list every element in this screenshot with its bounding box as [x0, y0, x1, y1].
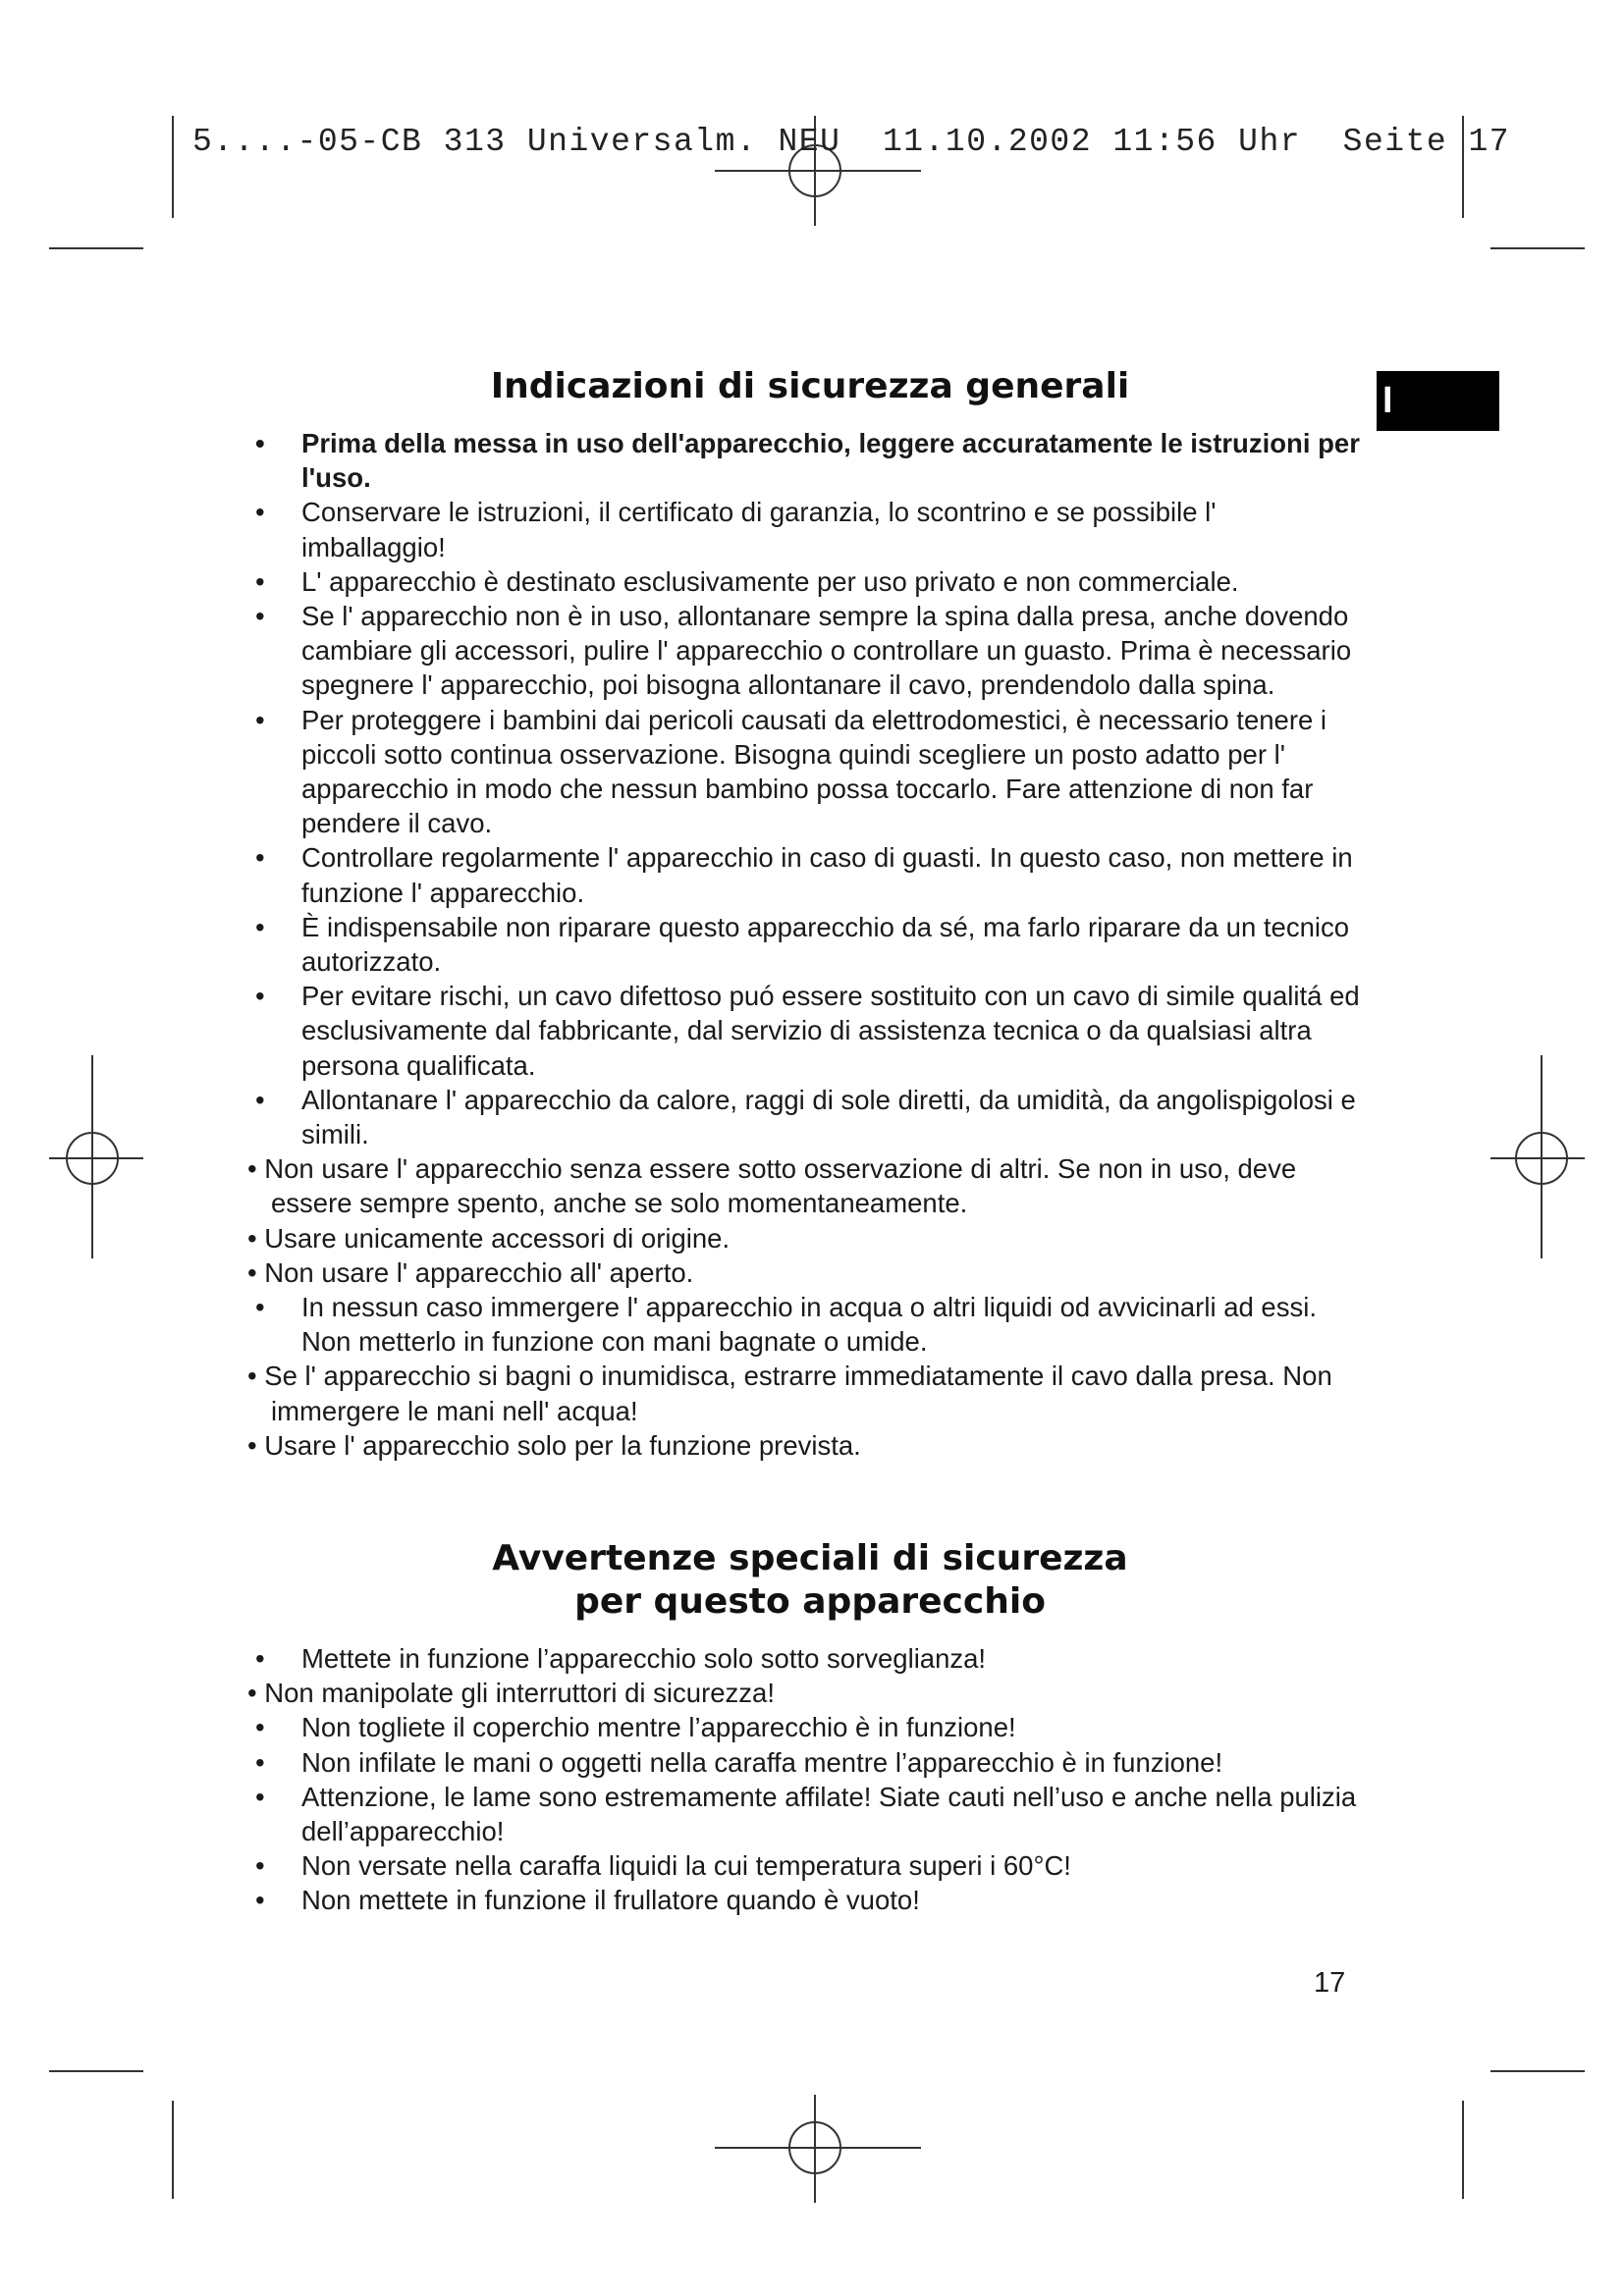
list-item: • Attenzione, le lame sono estremamente affilate! Siate cauti nell’uso e anche nella pulizia dell’apparecchio!: [255, 1781, 1357, 1847]
list-item: • Se l' apparecchio non è in uso, allontanare sempre la spina dalla presa, anche dovendo cambiare gli accessori, pulire l' apparecchio o controllare un guasto. Prima è necessario spegnere l' apparecchio, poi bisogna allontanare il cavo, prendendolo dalla spina.: [255, 601, 1352, 701]
list-item: • Conservare le istruzioni, il certificato di garanzia, lo scontrino e se possibile l' imballaggio!: [255, 497, 1217, 562]
section-title-line: Avvertenze speciali di sicurezza: [492, 1538, 1128, 1578]
list-item: • Mettete in funzione l’apparecchio solo sotto sorveglianza!: [255, 1643, 987, 1674]
special-safety-list: [247, 1641, 1367, 1918]
list-item: • Non mettete in funzione il frullatore quando è vuoto!: [255, 1885, 920, 1916]
section-title-general-safety: Indicazioni di sicurezza generali: [490, 366, 1130, 406]
list-item: • Non usare l' apparecchio all' aperto.: [247, 1256, 694, 1288]
list-item: • Controllare regolarmente l' apparecchio in caso di guasti. In questo caso, non mettere in funzione l' apparecchio.: [255, 842, 1353, 908]
list-item: • È indispensabile non riparare questo apparecchio da sé, ma farlo riparare da un tecnico autorizzato.: [255, 911, 1350, 978]
list-item: • In nessun caso immergere l' apparecchio in acqua o altri liquidi od avvicinarli ad essi. Non metterlo in funzione con mani bagnate o umide.: [255, 1292, 1317, 1358]
list-item: • Se l' apparecchio si bagni o inumidisca, estrarre immediatamente il cavo dalla presa. Non immergere le mani nell' acqua!: [247, 1361, 1332, 1426]
list-item: • Usare unicamente accessori di origine.: [247, 1222, 731, 1254]
print-slug-line: 5....-05-CB 313 Universalm. NEU 11.10.2002 11:56 Uhr Seite 17: [192, 124, 1511, 160]
page-number: 17: [1314, 1967, 1346, 1999]
list-item: • Non manipolate gli interruttori di sicurezza!: [247, 1678, 775, 1709]
list-item: • Usare l' apparecchio solo per la funzione prevista.: [247, 1429, 861, 1461]
section-title-special-safety: [255, 1537, 1365, 1624]
section-title-line: per questo apparecchio: [574, 1581, 1046, 1622]
list-item: • L' apparecchio è destinato esclusivamente per uso privato e non commerciale.: [255, 565, 1239, 597]
language-tab: I: [1377, 371, 1499, 431]
list-item: • Non versate nella caraffa liquidi la cui temperatura superi i 60°C!: [255, 1850, 1071, 1882]
list-item: • Prima della messa in uso dell'apparecchio, leggere accuratamente le istruzioni per l'uso.: [255, 428, 1360, 494]
list-item: • Non usare l' apparecchio senza essere sotto osservazione di altri. Se non in uso, deve essere sempre spento, anche se solo momentaneamente.: [247, 1153, 1297, 1219]
list-item: • Non togliete il coperchio mentre l’apparecchio è in funzione!: [255, 1712, 1016, 1743]
list-item: • Per proteggere i bambini dai pericoli causati da elettrodomestici, è necessario tenere i piccoli sotto continua osservazione. Bisogna quindi scegliere un posto adatto per l' apparecchio in modo che nessun bambino possa toccarlo. Fare attenzione di non far pendere il cavo.: [255, 704, 1327, 839]
list-item: • Allontanare l' apparecchio da calore, raggi di sole diretti, da umidità, da angolispigolosi e simili.: [255, 1084, 1356, 1150]
list-item: • Per evitare rischi, un cavo difettoso puó essere sostituito con un cavo di simile qualitá ed esclusivamente dal fabbricante, dal servizio di assistenza tecnica o da qualsiasi altra persona qualificata.: [255, 981, 1360, 1081]
list-item: • Non infilate le mani o oggetti nella caraffa mentre l’apparecchio è in funzione!: [255, 1746, 1223, 1778]
general-safety-list: [247, 426, 1367, 1463]
